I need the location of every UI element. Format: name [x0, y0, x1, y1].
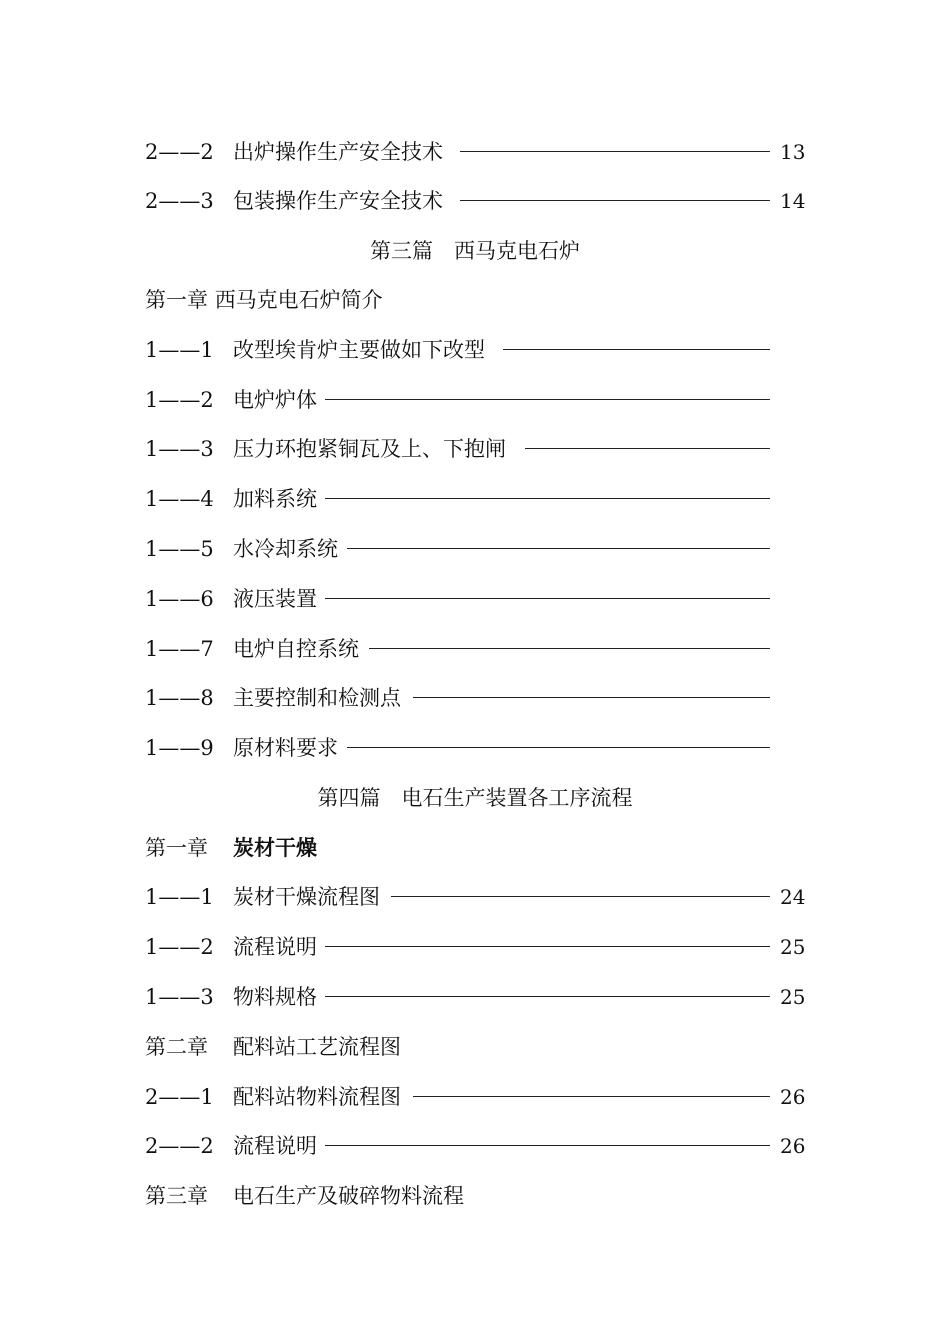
toc-entry	[145, 733, 775, 763]
dot-leader	[325, 399, 770, 400]
toc-entry	[145, 434, 775, 464]
entry-number: 1——9	[145, 736, 214, 760]
entry-title: 出炉操作生产安全技术	[233, 140, 443, 164]
entry-number: 1——3	[145, 437, 214, 461]
entry-title: 水冷却系统	[233, 537, 338, 561]
toc-entry	[145, 335, 775, 365]
dot-leader	[325, 996, 770, 997]
dot-leader	[525, 448, 770, 449]
toc-entry	[145, 634, 775, 664]
dot-leader	[460, 200, 770, 201]
toc-entry	[145, 584, 775, 614]
entry-number: 1——2	[145, 388, 214, 412]
dot-leader	[503, 349, 770, 350]
entry-title: 原材料要求	[233, 736, 338, 760]
toc-entry	[145, 484, 775, 514]
chapter-heading	[145, 1032, 401, 1062]
dot-leader	[325, 1145, 770, 1146]
dot-leader	[369, 648, 770, 649]
entry-number: 1——7	[145, 637, 214, 661]
chapter-heading	[145, 833, 317, 863]
entry-page-number: 25	[780, 985, 806, 1009]
dot-leader	[325, 946, 770, 947]
chapter-title: 配料站工艺流程图	[233, 1035, 401, 1059]
dot-leader	[413, 697, 770, 698]
entry-title: 炭材干燥流程图	[233, 885, 380, 909]
chapter-heading	[145, 1181, 464, 1211]
entry-title: 包装操作生产安全技术	[233, 189, 443, 213]
entry-page-number: 26	[780, 1134, 806, 1158]
dot-leader	[347, 548, 770, 549]
entry-title: 压力环抱紧铜瓦及上、下抱闸	[233, 437, 506, 461]
entry-number: 1——1	[145, 338, 214, 362]
entry-title: 加料系统	[233, 487, 317, 511]
chapter-heading	[145, 285, 383, 315]
entry-page-number: 26	[780, 1085, 806, 1109]
entry-title: 流程说明	[233, 935, 317, 959]
toc-entry	[145, 683, 775, 713]
part-heading: 第三篇 西马克电石炉	[370, 239, 580, 263]
toc-entry	[145, 534, 775, 564]
entry-number: 2——3	[145, 189, 214, 213]
toc-entry	[145, 1131, 785, 1161]
entry-number: 2——2	[145, 1134, 214, 1158]
entry-title: 改型埃肯炉主要做如下改型	[233, 338, 485, 362]
toc-entry	[145, 982, 785, 1012]
toc-entry	[145, 932, 785, 962]
entry-title: 流程说明	[233, 1134, 317, 1158]
entry-page-number: 24	[780, 885, 806, 909]
entry-number: 1——1	[145, 885, 214, 909]
entry-number: 1——6	[145, 587, 214, 611]
dot-leader	[325, 598, 770, 599]
dot-leader	[391, 896, 770, 897]
chapter-label: 第一章	[145, 288, 208, 312]
toc-entry	[145, 385, 775, 415]
entry-title: 物料规格	[233, 985, 317, 1009]
entry-number: 1——2	[145, 935, 214, 959]
part-heading: 第四篇 电石生产装置各工序流程	[317, 786, 633, 810]
entry-number: 1——3	[145, 985, 214, 1009]
entry-number: 1——8	[145, 686, 214, 710]
toc-entry	[145, 1082, 785, 1112]
chapter-title: 炭材干燥	[233, 835, 317, 860]
entry-number: 2——2	[145, 140, 214, 164]
chapter-title: 西马克电石炉简介	[214, 288, 383, 312]
entry-title: 电炉炉体	[233, 388, 317, 412]
chapter-label: 第二章	[145, 1035, 208, 1059]
toc-entry	[145, 882, 785, 912]
chapter-label: 第一章	[145, 836, 208, 860]
dot-leader	[413, 1096, 770, 1097]
entry-title: 配料站物料流程图	[233, 1085, 401, 1109]
entry-number: 2——1	[145, 1085, 214, 1109]
chapter-label: 第三章	[145, 1184, 208, 1208]
entry-title: 电炉自控系统	[233, 637, 359, 661]
entry-page-number: 25	[780, 935, 806, 959]
chapter-title: 电石生产及破碎物料流程	[233, 1184, 464, 1208]
entry-title: 主要控制和检测点	[233, 686, 401, 710]
entry-number: 1——5	[145, 537, 214, 561]
entry-title: 液压装置	[233, 587, 317, 611]
dot-leader	[460, 151, 770, 152]
toc-entry	[145, 137, 785, 167]
entry-page-number: 14	[780, 189, 806, 213]
entry-number: 1——4	[145, 487, 214, 511]
dot-leader	[347, 747, 770, 748]
toc-entry	[145, 186, 785, 216]
dot-leader	[325, 498, 770, 499]
entry-page-number: 13	[780, 140, 806, 164]
